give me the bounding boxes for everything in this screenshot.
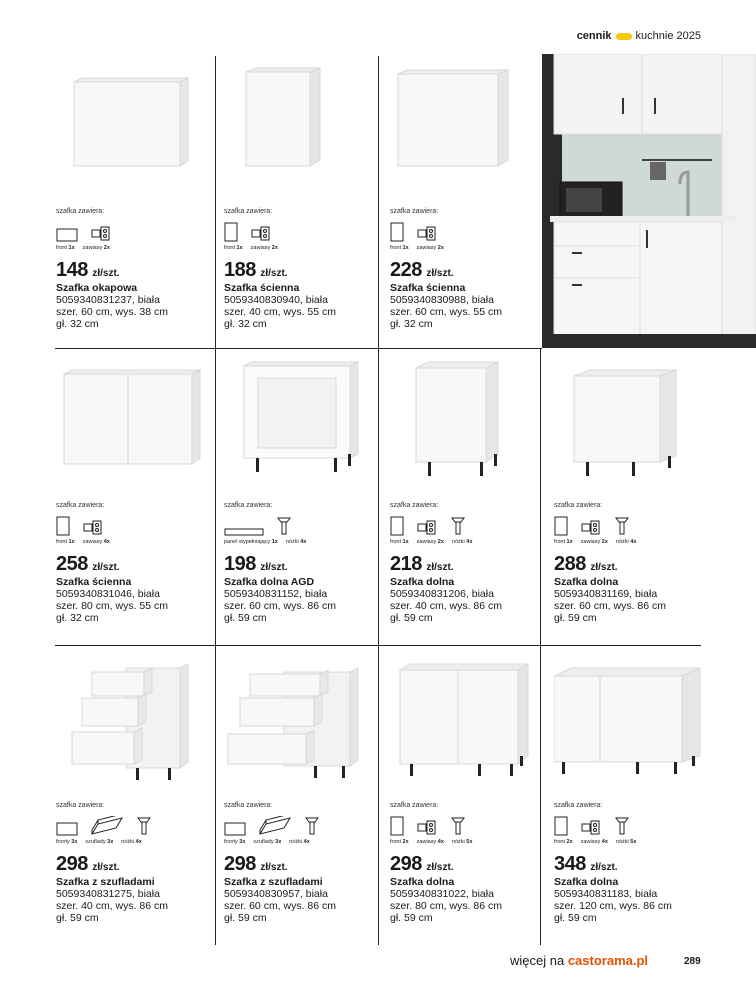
page-header xyxy=(577,30,701,42)
contains-label: szafka zawiera: xyxy=(554,502,603,509)
footer-prefix: więcej na xyxy=(510,953,565,968)
product-dimensions: szer. 40 cm, wys. 86 cm xyxy=(390,600,503,612)
product-card[interactable] xyxy=(554,352,714,642)
product-dimensions: szer. 60 cm, wys. 38 cm xyxy=(56,306,169,318)
product-code: 5059340831275, biała xyxy=(56,888,160,900)
contains-label: szafka zawiera: xyxy=(554,802,603,809)
product-dimensions: szer. 60 cm, wys. 55 cm xyxy=(390,306,503,318)
product-depth: gł. 59 cm xyxy=(390,612,433,624)
part-label: zawiasy 2x xyxy=(250,245,278,251)
product-dimensions: szer. 120 cm, wys. 86 cm xyxy=(554,900,672,912)
part-label: nóżki 4x xyxy=(615,539,637,545)
product-image xyxy=(554,652,714,802)
product-name: Szafka ścienna xyxy=(224,282,300,294)
contains-label: szafka zawiera: xyxy=(390,502,439,509)
panel-icon xyxy=(224,528,264,536)
header-brand: cennik xyxy=(576,30,612,42)
product-code: 5059340830940, biała xyxy=(224,294,328,306)
product-image xyxy=(56,652,216,802)
part-label: front 1x xyxy=(390,245,409,251)
product-name: Szafka ścienna xyxy=(390,282,466,294)
header-pill-icon xyxy=(616,33,632,40)
product-dimensions: szer. 60 cm, wys. 86 cm xyxy=(224,600,337,612)
product-image xyxy=(390,352,550,502)
hinge-icon xyxy=(580,518,602,536)
part-label: nóżki 5x xyxy=(615,839,637,845)
price: 228 zł/szt. xyxy=(390,259,454,281)
contains-label: szafka zawiera: xyxy=(224,208,273,215)
part-label: szuflady 3x xyxy=(85,839,114,845)
price: 298 zł/szt. xyxy=(390,853,454,875)
product-code: 5059340831237, biała xyxy=(56,294,160,306)
contains-label: szafka zawiera: xyxy=(224,502,273,509)
drawer-icon xyxy=(90,816,124,836)
part-label: front 1x xyxy=(554,539,573,545)
front-icon xyxy=(56,822,78,836)
product-image xyxy=(554,352,714,502)
product-depth: gł. 59 cm xyxy=(56,912,99,924)
price: 198 zł/szt. xyxy=(224,553,288,575)
part-label: front 1x xyxy=(390,539,409,545)
product-dimensions: szer. 80 cm, wys. 55 cm xyxy=(56,600,169,612)
product-image xyxy=(390,652,550,802)
contains-label: szafka zawiera: xyxy=(56,208,105,215)
part-label: nóżki 4x xyxy=(289,839,310,845)
price: 188 zł/szt. xyxy=(224,259,288,281)
product-depth: gł. 32 cm xyxy=(56,612,99,624)
part-label: nóżki 4x xyxy=(121,839,142,845)
part-label: front 2x xyxy=(390,839,409,845)
price: 218 zł/szt. xyxy=(390,553,454,575)
leg-icon xyxy=(304,816,320,836)
part-label: front 1x xyxy=(224,245,243,251)
product-image xyxy=(390,58,550,208)
leg-icon xyxy=(450,816,466,836)
part-label: front 1x xyxy=(56,539,75,545)
leg-icon xyxy=(276,516,292,536)
product-dimensions: szer. 80 cm, wys. 86 cm xyxy=(390,900,503,912)
product-dimensions: szer. 40 cm, wys. 86 cm xyxy=(56,900,169,912)
hinge-icon xyxy=(416,518,438,536)
front-icon xyxy=(56,228,78,242)
product-card[interactable] xyxy=(224,352,384,642)
front-icon xyxy=(554,816,568,836)
product-name: Szafka z szufladami xyxy=(224,876,323,888)
product-name: Szafka dolna xyxy=(390,876,455,888)
product-depth: gł. 59 cm xyxy=(224,912,267,924)
product-card[interactable] xyxy=(56,652,216,942)
leg-icon xyxy=(450,516,466,536)
page-number: 289 xyxy=(684,956,701,967)
leg-icon xyxy=(614,516,630,536)
product-image xyxy=(224,58,384,208)
hinge-icon xyxy=(416,818,438,836)
product-card[interactable] xyxy=(390,652,550,942)
hinge-icon xyxy=(82,518,104,536)
product-name: Szafka ścienna xyxy=(56,576,132,588)
product-depth: gł. 59 cm xyxy=(224,612,267,624)
front-icon xyxy=(224,822,246,836)
product-depth: gł. 32 cm xyxy=(224,318,267,330)
product-card[interactable] xyxy=(390,58,550,348)
drawer-icon xyxy=(258,816,292,836)
product-card[interactable] xyxy=(224,58,384,348)
price: 298 zł/szt. xyxy=(224,853,288,875)
product-depth: gł. 59 cm xyxy=(554,912,597,924)
part-label: fronty 3x xyxy=(224,839,246,845)
front-icon xyxy=(390,222,404,242)
product-code: 5059340831046, biała xyxy=(56,588,160,600)
hinge-icon xyxy=(250,224,272,242)
front-icon xyxy=(390,516,404,536)
product-name: Szafka dolna xyxy=(554,876,619,888)
hinge-icon xyxy=(580,818,602,836)
part-label: zawiasy 4x xyxy=(82,539,110,545)
price: 148 zł/szt. xyxy=(56,259,120,281)
product-image xyxy=(56,58,216,208)
front-icon xyxy=(554,516,568,536)
contains-label: szafka zawiera: xyxy=(390,208,439,215)
front-icon xyxy=(224,222,238,242)
product-card[interactable] xyxy=(56,352,216,642)
product-name: Szafka dolna AGD xyxy=(224,576,315,588)
product-name: Szafka dolna xyxy=(390,576,455,588)
part-label: front 1x xyxy=(56,245,75,251)
part-label: panel wypełniający 1x xyxy=(224,539,278,545)
product-depth: gł. 32 cm xyxy=(390,318,433,330)
part-label: nóżki 4x xyxy=(451,539,473,545)
product-code: 5059340831183, biała xyxy=(554,888,658,900)
hinge-icon xyxy=(416,224,438,242)
front-icon xyxy=(56,516,70,536)
product-name: Szafka okapowa xyxy=(56,282,138,294)
product-code: 5059340831152, biała xyxy=(224,588,328,600)
leg-icon xyxy=(614,816,630,836)
product-card[interactable] xyxy=(224,652,384,942)
part-label: fronty 3x xyxy=(56,839,78,845)
header-label: kuchnie 2025 xyxy=(635,30,701,42)
footer-link[interactable] xyxy=(510,953,648,968)
part-label: zawiasy 2x xyxy=(82,245,110,251)
grid-divider xyxy=(55,348,542,349)
product-image xyxy=(224,652,384,802)
hinge-icon xyxy=(90,224,112,242)
contains-label: szafka zawiera: xyxy=(390,802,439,809)
contains-label: szafka zawiera: xyxy=(56,502,105,509)
part-label: szuflady 3x xyxy=(253,839,282,845)
part-label: zawiasy 2x xyxy=(580,539,608,545)
footer-url[interactable]: castorama.pl xyxy=(567,953,649,968)
price: 298 zł/szt. xyxy=(56,853,120,875)
product-image xyxy=(56,352,216,502)
part-label: zawiasy 2x xyxy=(416,539,444,545)
front-icon xyxy=(390,816,404,836)
product-card[interactable] xyxy=(56,58,216,348)
price: 348 zł/szt. xyxy=(554,853,618,875)
part-label: nóżki 5x xyxy=(451,839,473,845)
product-card[interactable] xyxy=(554,652,714,942)
product-code: 5059340831022, biała xyxy=(390,888,494,900)
part-label: front 2x xyxy=(554,839,573,845)
product-dimensions: szer. 60 cm, wys. 86 cm xyxy=(554,600,667,612)
contains-label: szafka zawiera: xyxy=(224,802,273,809)
leg-icon xyxy=(136,816,152,836)
part-label: nóżki 4x xyxy=(285,539,307,545)
part-label: zawiasy 4x xyxy=(416,839,444,845)
part-label: zawiasy 2x xyxy=(416,245,444,251)
product-dimensions: szer. 40 cm, wys. 55 cm xyxy=(224,306,337,318)
product-depth: gł. 59 cm xyxy=(390,912,433,924)
product-code: 5059340831169, biała xyxy=(554,588,658,600)
product-card[interactable] xyxy=(390,352,550,642)
product-name: Szafka z szufladami xyxy=(56,876,155,888)
product-code: 5059340831206, biała xyxy=(390,588,494,600)
product-code: 5059340830957, biała xyxy=(224,888,328,900)
part-label: zawiasy 4x xyxy=(580,839,608,845)
product-depth: gł. 32 cm xyxy=(56,318,99,330)
kitchen-photo xyxy=(542,54,756,348)
price: 288 zł/szt. xyxy=(554,553,618,575)
product-image xyxy=(224,352,384,502)
product-name: Szafka dolna xyxy=(554,576,619,588)
price: 258 zł/szt. xyxy=(56,553,120,575)
product-code: 5059340830988, biała xyxy=(390,294,494,306)
product-depth: gł. 59 cm xyxy=(554,612,597,624)
contains-label: szafka zawiera: xyxy=(56,802,105,809)
product-dimensions: szer. 60 cm, wys. 86 cm xyxy=(224,900,337,912)
